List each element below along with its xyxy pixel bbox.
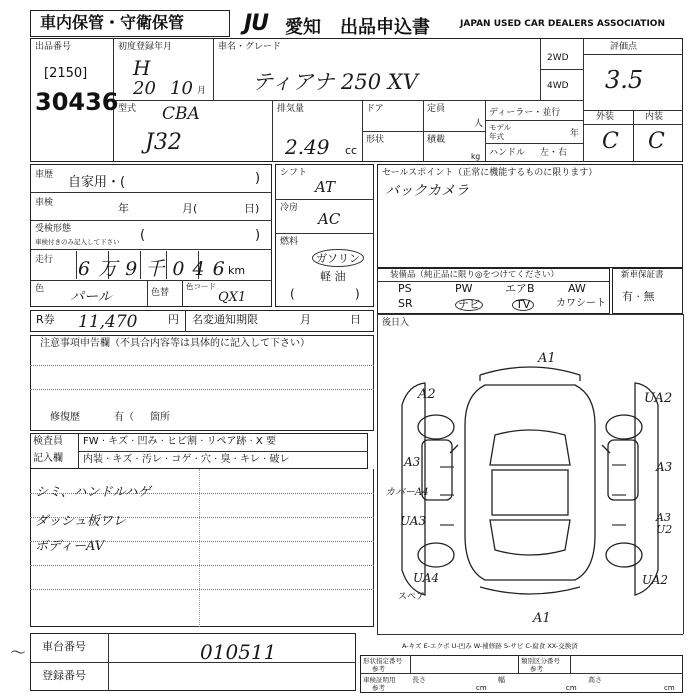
tax-deadline-label: 名変通知期限 [192,313,258,326]
model-year-unit: 年 [570,129,580,139]
recycle-value: 11,470 [78,312,138,332]
dealer-label: ディーラー・並行 [489,108,561,118]
cert-height-label: 高さ [588,676,602,684]
form-code-label: 形状指定番号 [363,657,402,665]
drive-4wd: 4WD [547,81,569,91]
history-label: 車歴 [35,170,54,180]
registration-label: 登録番号 [42,669,86,682]
sales-point-value: バックカメラ [385,183,469,199]
category-label: 類別区分番号 [521,657,560,665]
shift-value: AT [315,178,336,196]
shift-label: シフト [280,168,308,178]
shaken-label: 車検 [35,198,54,208]
accept-note: 車検付きのみ記入して下さい [35,238,120,246]
chassis-value: 010511 [200,640,277,664]
tax-day: 日 [350,313,361,326]
mileage-value: 6 万 9 千 0 4 6 [78,258,226,280]
mileage-label: 走行 [35,255,54,265]
displacement-value: 2.49 [285,135,330,159]
remark-3: ボディーAV [35,539,105,554]
lot-number-label: 出品番号 [35,42,72,52]
interior-grade-value: C [648,129,665,154]
model-label: 型式 [118,104,137,114]
cert-label-1: 車検証明用 [363,676,396,684]
notes-label: 注意事項申告欄（不具合内容等は具体的に記入して下さい） [40,338,310,349]
equip-aw: AW [568,282,586,295]
repair-label: 修復歴 [50,412,80,423]
cert-width-unit: cm [566,684,577,692]
color-value: パール [70,289,112,305]
rating-label: 評価点 [610,42,638,52]
equip-leather-seat: カワシート [556,298,606,309]
lot-sub-number: [2150] [44,66,88,81]
color-code-value: QX1 [218,290,247,305]
vehicle-history-section [30,164,272,307]
first-registration-era: H [133,56,151,80]
dmg-mark-left-door-cover: カバーA4 [385,487,429,498]
dmg-mark-left-door-rear: UA3 [400,514,427,528]
history-close: ) [255,171,261,186]
dmg-mark-left-rear: UA4 [413,571,440,585]
recycle-label: R券 [36,313,55,326]
first-registration-label: 初度登録年月 [118,42,173,52]
displacement-label: 排気量 [277,104,305,114]
repair-value: 有（ [114,412,134,423]
first-registration-year: 20 [133,78,156,99]
capacity-unit: 人 [474,119,484,129]
load-label: 積載 [427,135,446,145]
capacity-label: 定員 [427,104,446,114]
association-name: JAPAN USED CAR DEALERS ASSOCIATION [460,19,665,29]
aircon-label: 冷房 [280,203,299,213]
category-sub: 参考 [530,665,543,673]
displacement-unit: cc [345,144,358,157]
form-title: 出品申込書 [340,17,430,38]
lot-number: 30436 [35,88,119,116]
dmg-mark-left-front: A2 [418,387,436,402]
dmg-mark-right-door-front: A3 [656,460,673,474]
equip-navi: ナビ [455,299,483,311]
car-name-label: 車名・グレード [218,42,282,52]
first-registration-month: 10 [170,78,193,99]
warranty-value: 有 · 無 [622,290,655,303]
dmg-mark-front-bumper: A1 [538,351,556,366]
model-year-label-1: モデル [489,123,512,132]
mileage-unit: km [228,264,246,277]
cert-height-unit: cm [664,684,675,692]
fuel-diesel: 軽 油 [320,270,346,283]
exterior-grade-label: 外装 [596,112,615,122]
remark-1: シミ、ハンドルハゲ [35,485,151,500]
accept-open: ( [140,228,146,243]
interior-grade-label: 内装 [645,112,664,122]
chassis-label: 車台番号 [42,640,86,653]
dmg-mark-right-door-rear: A3 U2 [656,511,673,536]
dmg-mark-rear-bumper: A1 [533,611,551,626]
recycle-unit: 円 [168,313,179,326]
ju-logo: JU [244,11,269,36]
damage-legend: A-キズ E-エクボ U-凹み W-補修跡 S-サビ C-腐食 XX-交換済 [402,642,578,650]
equip-sr: SR [398,297,413,310]
equip-airbag: エアB [505,282,535,295]
check-mark: 〜 [10,643,27,662]
rating-value: 3.5 [605,66,644,94]
repair-close: 箇所 [150,412,170,423]
sales-point-label: セールスポイント（正常に機能するものに限ります） [382,168,598,178]
cert-label-2: 参考 [372,684,385,692]
history-value: 自家用・( [68,175,126,190]
model-prefix: CBA [162,104,200,124]
notes-section [30,335,374,431]
car-damage-diagram [380,345,683,605]
org-name: 愛知 [285,17,321,38]
load-unit: kg [471,152,481,161]
color-label: 色 [35,284,45,294]
cert-width-label: 幅 [498,676,505,684]
equipment-label: 装備品（純正品に限り◎をつけてください） [390,270,559,280]
doors-label: ドア [366,104,384,114]
tax-month: 月 [300,313,311,326]
storage-label: 車内保管・守衛保管 [40,13,185,32]
shape-label: 形状 [366,135,385,145]
inspector-label-1: 検査員 [33,436,63,447]
shaken-month: 月( [182,202,198,215]
accept-close: ) [255,228,261,243]
fuel-gasoline: ガソリン [312,249,364,267]
inspector-row-interior: 内装 · キズ · 汚レ · コゲ · 穴 · 臭 · キレ · 破レ [83,454,290,465]
after-input-label: 後日入 [382,318,410,328]
accept-label: 受検形態 [35,224,72,234]
equip-tv: TV [512,299,534,311]
dmg-mark-right-front: UA2 [644,391,673,406]
handle-value: 左・右 [540,148,568,158]
aircon-value: AC [318,210,341,228]
color-change-label: 色替 [151,288,170,298]
exterior-grade-value: C [602,129,619,154]
form-code-sub: 参考 [372,665,385,673]
cert-length-unit: cm [476,684,487,692]
model-code: J32 [145,130,182,155]
fuel-close: ) [355,287,360,301]
handle-label: ハンドル [489,148,526,158]
drive-2wd: 2WD [547,53,569,63]
dmg-mark-left-door-front: A3 [404,455,421,469]
equip-ps: PS [398,282,412,295]
fuel-label: 燃料 [280,237,299,247]
shaken-year: 年 [118,202,129,215]
inspector-row-exterior: FW · キズ · 凹み · ヒビ割 · リペア跡 · X 要 [83,436,276,447]
warranty-label: 新車保証書 [621,270,664,280]
inspector-label-2: 記入欄 [33,453,63,464]
equip-pw: PW [455,282,473,295]
model-year-label-2: 年式 [489,132,504,141]
first-registration-month-unit: 月 [197,86,207,96]
spare-label: スペア [398,592,426,602]
color-code-label: 色コード [186,282,216,291]
cert-length-label: 長さ [412,676,426,684]
fuel-open: ( [290,287,295,301]
car-name-value: ティアナ 250 XV [252,70,418,94]
dmg-mark-right-rear: UA2 [642,573,669,587]
remark-2: ダッシュ板ワレ [35,514,126,529]
shaken-day: 日) [244,202,260,215]
